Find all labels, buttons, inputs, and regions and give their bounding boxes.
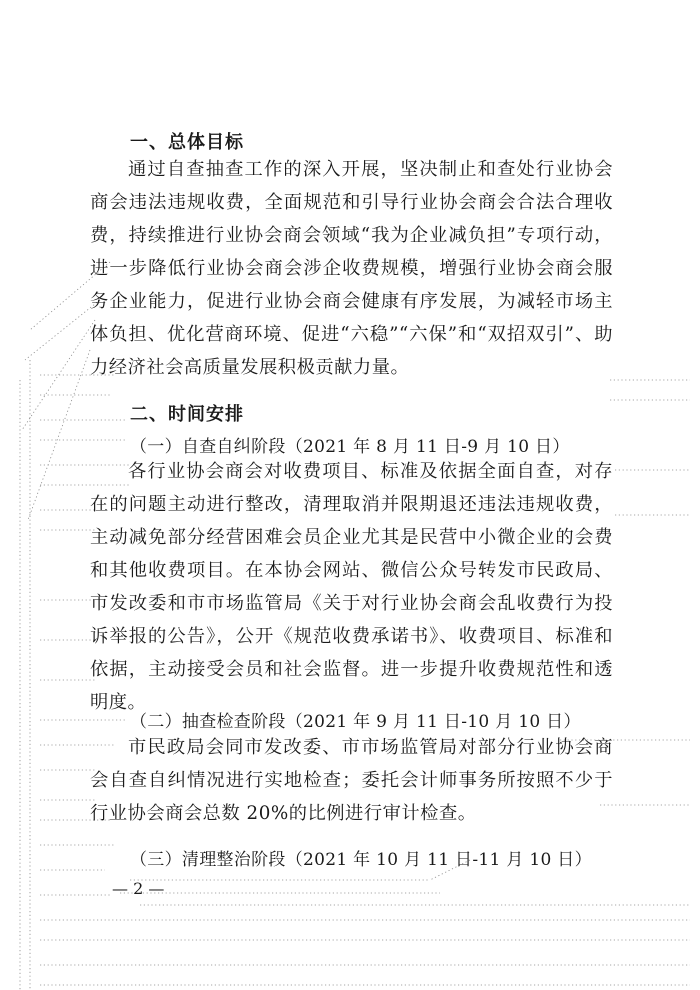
stage-title-self-check: （一）自查自纠阶段（2021 年 8 月 11 日-9 月 10 日） xyxy=(130,437,570,457)
stage-text-self-check: 各行业协会商会对收费项目、标准及依据全面自查，对存在的问题主动进行整改，清理取消并限期退还违法违规收费，主动减免部分经营困难会员企业尤其是民营中小微企业的会费和其他收费项目。在本协会网站、微信公众号转发市民政局、市发改委和市市场监管局《关于对行业协会商会乱收费行为投诉举报的公告》，公开《规范收费承诺书》、收费项目、标准和依据，主动接受会员和社会监督。进一步提升收费规范性和透明度。 xyxy=(90,461,613,713)
goals-paragraph: 通过自查抽查工作的深入开展，坚决制止和查处行业协会商会违法违规收费，全面规范和引导行业协会商会合法合理收费，持续推进行业协会商会领域“我为企业减负担”专项行动，进一步降低行业协会商会涉企收费规模，增强行业协会商会服务企业能力，促进行业协会商会健康有序发展，为减轻市场主体负担、优化营商环境、促进“六稳”“六保”和“双招双引”、助力经济社会高质量发展积极贡献力量。 xyxy=(90,159,613,378)
stage-title-rectification: （三）清理整治阶段（2021 年 10 月 11 日-11 月 10 日） xyxy=(130,850,592,870)
stage-title-spot-check: （二）抽查检查阶段（2021 年 9 月 11 日-10 月 10 日） xyxy=(130,712,581,732)
stage-text-spot-check: 市民政局会同市发改委、市市场监管局对部分行业协会商会自查自纠情况进行实地检查；委托会计师事务所按照不少于行业协会商会总数 20%的比例进行审计检查。 xyxy=(90,737,613,824)
page-number: — 2 — xyxy=(112,879,165,898)
section-heading-schedule: 二、时间安排 xyxy=(130,404,244,425)
section-heading-goals: 一、总体目标 xyxy=(130,132,244,153)
